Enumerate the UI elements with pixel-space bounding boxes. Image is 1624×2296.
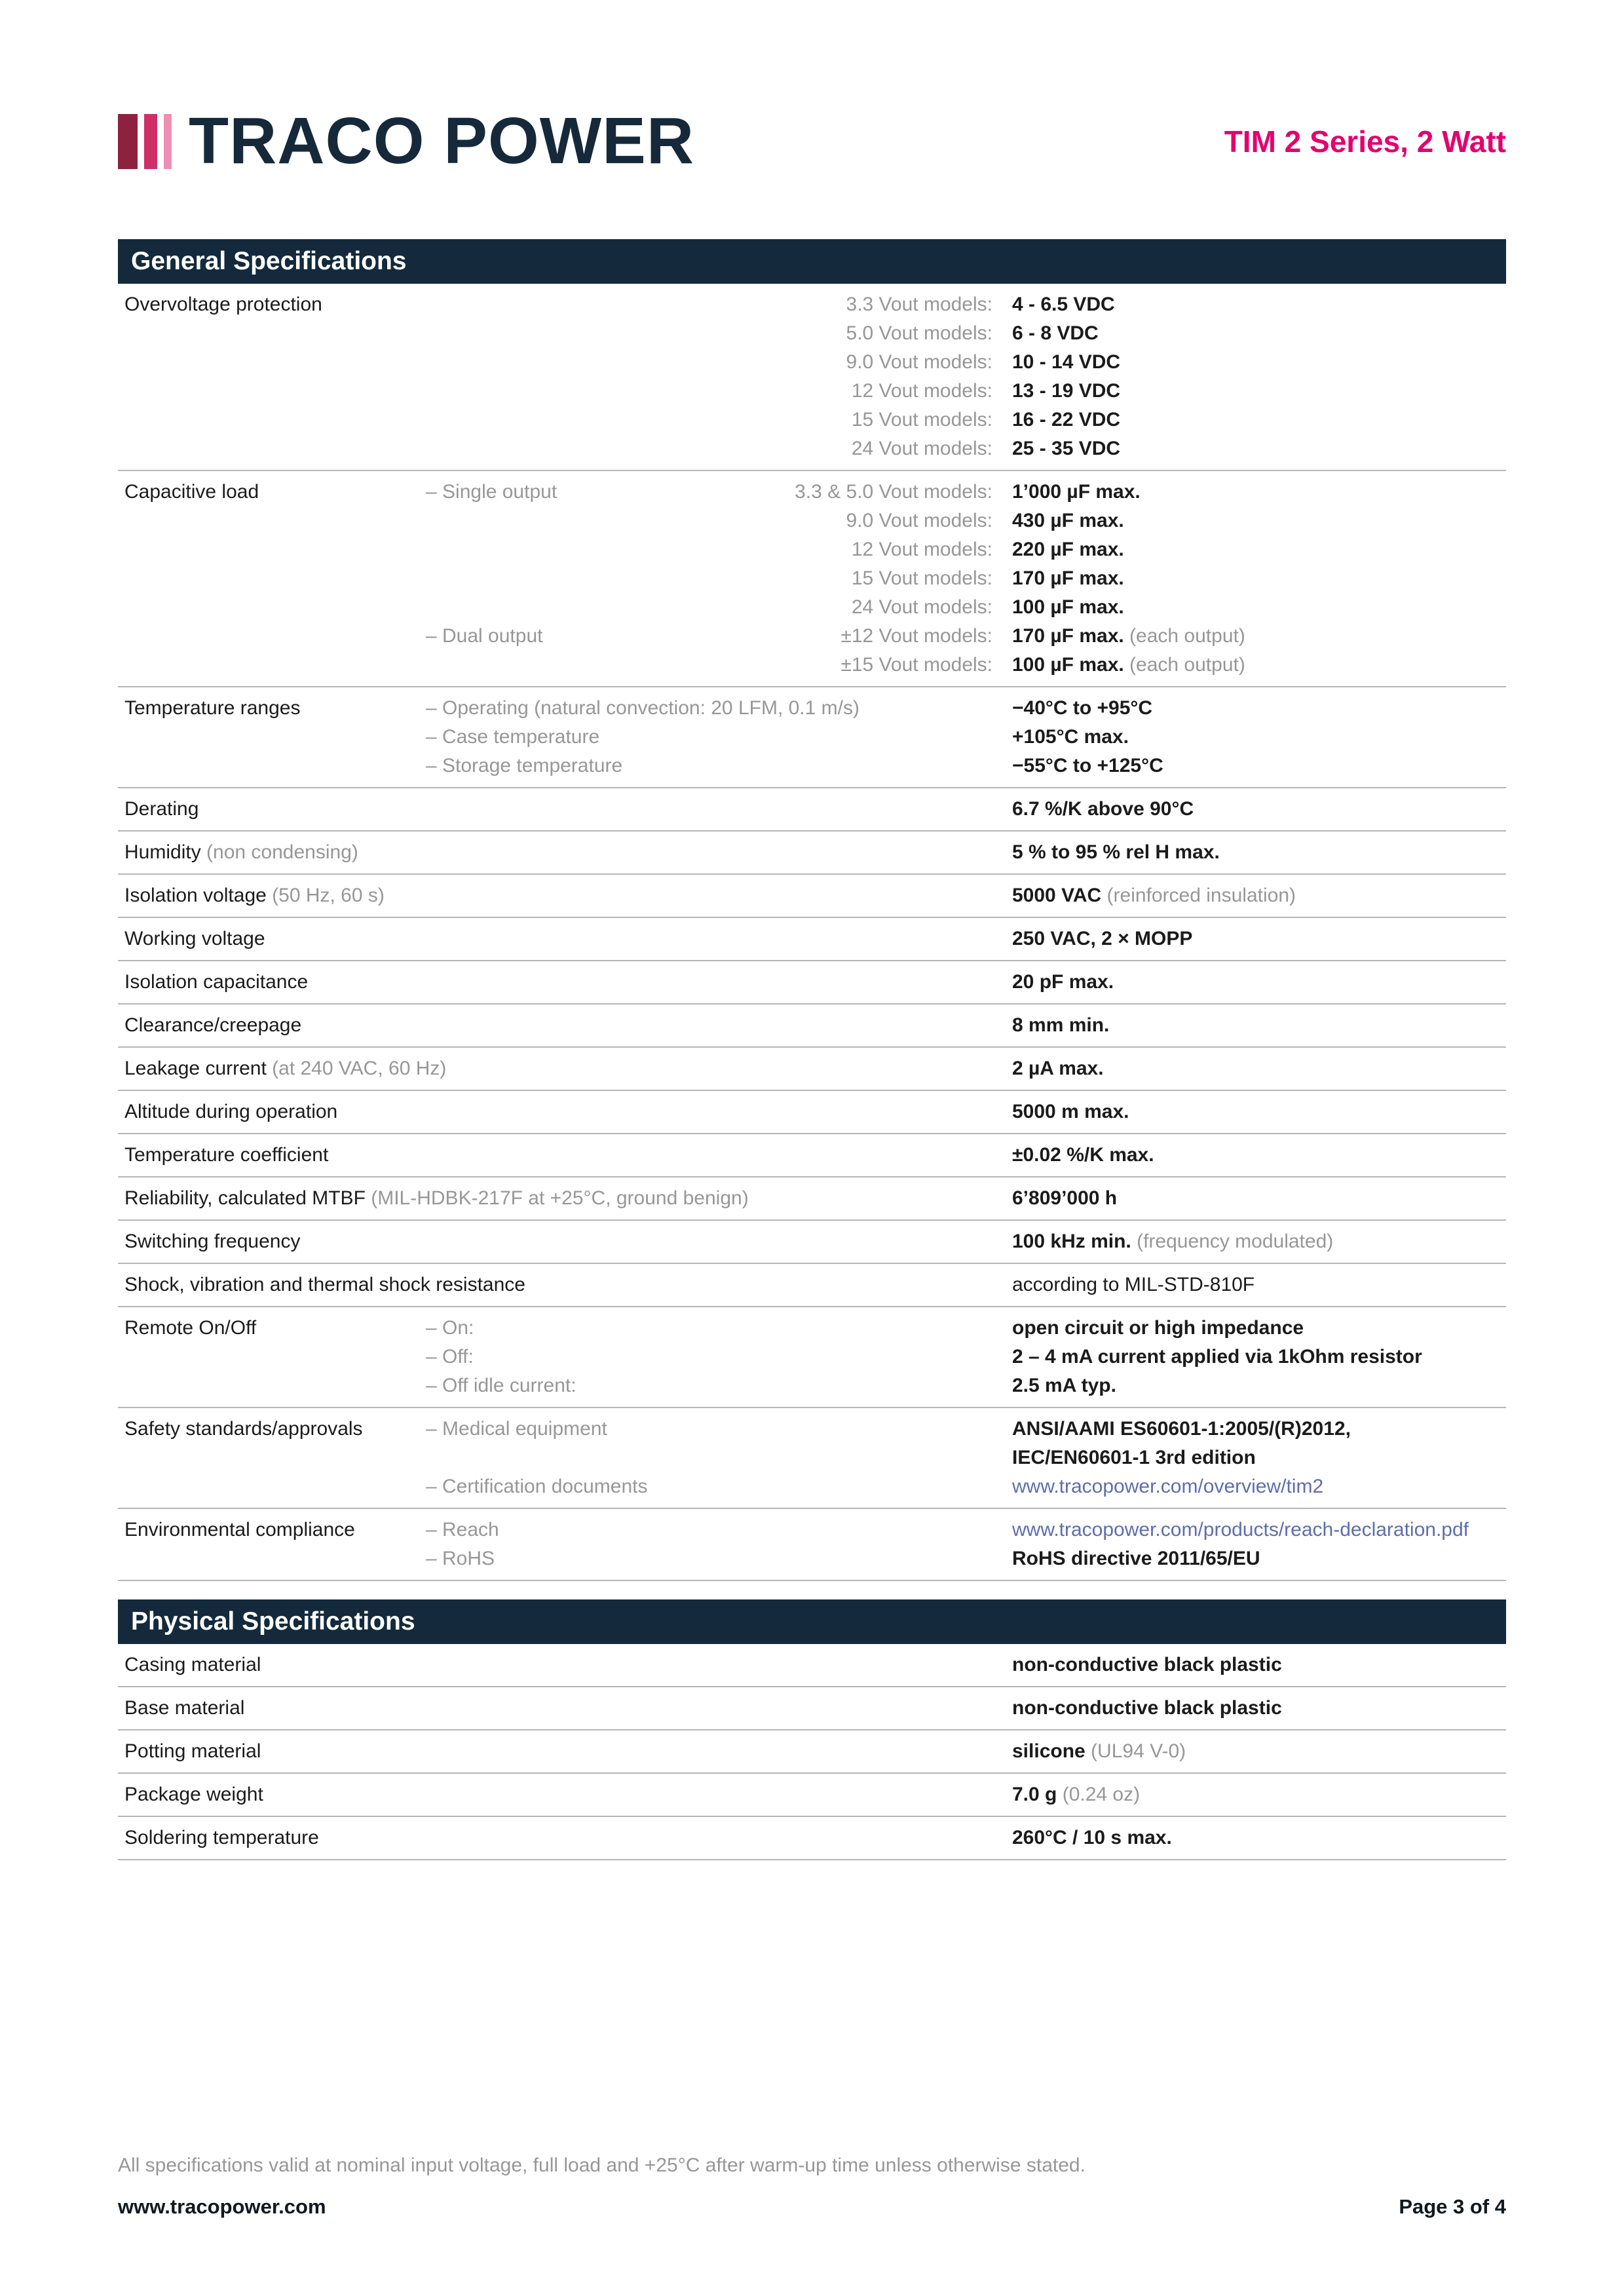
spec-value-cell <box>992 1141 1506 1170</box>
spec-value-cell <box>992 1780 1506 1809</box>
spec-line <box>426 1780 1506 1809</box>
spec-row <box>118 1177 1506 1221</box>
spec-lines <box>426 1516 1506 1573</box>
spec-line <box>426 622 1506 651</box>
spec-line <box>426 1141 1506 1170</box>
spec-value-cell <box>992 968 1506 997</box>
spec-lines <box>426 1824 1506 1852</box>
spec-value: 100 µF max. <box>1012 654 1124 676</box>
page-header <box>118 104 1506 179</box>
spec-param-label: Shock, vibration and thermal shock resistance <box>124 1274 525 1295</box>
spec-line <box>426 752 1506 780</box>
spec-subparam: – Reach <box>426 1519 499 1540</box>
spec-value: 10 - 14 VDC <box>1012 351 1121 373</box>
spec-line <box>426 535 1506 564</box>
spec-value-cell <box>992 1314 1506 1343</box>
spec-param-label: Reliability, calculated MTBF <box>124 1187 366 1209</box>
spec-value-cell <box>992 881 1506 910</box>
spec-param-name <box>118 925 426 953</box>
spec-lines <box>426 838 1506 867</box>
spec-subparam: – RoHS <box>426 1548 495 1569</box>
spec-param-label: Temperature coefficient <box>124 1144 329 1166</box>
spec-model-label: 12 Vout models: <box>851 539 992 560</box>
spec-model-label: 12 Vout models: <box>851 380 992 402</box>
spec-value: 5 % to 95 % rel H max. <box>1012 841 1220 863</box>
spec-lines <box>426 1227 1506 1256</box>
spec-value: 6’809’000 h <box>1012 1187 1118 1209</box>
spec-value: 170 µF max. <box>1012 625 1124 647</box>
spec-lines <box>426 1737 1506 1766</box>
spec-subparam: – Case temperature <box>426 726 600 748</box>
spec-row <box>118 1731 1506 1774</box>
spec-param-label: Soldering temperature <box>124 1827 319 1848</box>
spec-param-name <box>118 1227 426 1256</box>
logo-bars-icon <box>118 114 172 169</box>
spec-value-cell <box>992 1694 1506 1723</box>
spec-value: 8 mm min. <box>1012 1014 1110 1036</box>
spec-param-label: Casing material <box>124 1654 261 1675</box>
spec-value: +105°C max. <box>1012 726 1129 748</box>
spec-line <box>426 593 1506 622</box>
spec-value: silicone <box>1012 1740 1086 1762</box>
spec-row <box>118 1509 1506 1581</box>
spec-param-name <box>118 1098 426 1126</box>
spec-lines <box>426 1780 1506 1809</box>
page-footer <box>118 2154 1506 2219</box>
spec-lines <box>426 1314 1506 1400</box>
spec-lines <box>426 1271 1506 1299</box>
spec-param-label: Switching frequency <box>124 1231 301 1252</box>
spec-row <box>118 1687 1506 1731</box>
spec-model-label: 9.0 Vout models: <box>846 510 992 531</box>
spec-value-cell <box>992 290 1506 319</box>
spec-value-cell <box>992 1415 1506 1444</box>
footer-website: www.tracopower.com <box>118 2195 326 2218</box>
spec-param-label: Base material <box>124 1697 245 1719</box>
spec-param-label: Remote On/Off <box>124 1317 257 1339</box>
spec-value-cell <box>992 348 1506 377</box>
spec-row <box>118 1004 1506 1048</box>
spec-row <box>118 1264 1506 1307</box>
spec-param-label: Altitude during operation <box>124 1101 338 1122</box>
spec-value-cell <box>992 319 1506 348</box>
spec-value: ANSI/AAMI ES60601-1:2005/(R)2012, <box>1012 1418 1351 1440</box>
spec-param-label: Potting material <box>124 1740 261 1762</box>
spec-row <box>118 471 1506 687</box>
spec-line <box>426 1343 1506 1371</box>
spec-param-label: Package weight <box>124 1784 263 1805</box>
spec-value-cell <box>992 1516 1506 1544</box>
spec-value-cell <box>992 1472 1506 1501</box>
spec-lines <box>426 478 1506 679</box>
spec-param-name <box>118 1054 447 1083</box>
spec-line <box>426 1444 1506 1472</box>
spec-line <box>426 290 1506 319</box>
spec-param-label: Temperature ranges <box>124 697 301 719</box>
spec-model-label: ±12 Vout models: <box>840 625 992 647</box>
spec-param-name <box>118 1516 426 1573</box>
spec-line <box>426 1098 1506 1126</box>
spec-model-label: ±15 Vout models: <box>840 654 992 676</box>
spec-lines <box>426 1184 1506 1213</box>
spec-row <box>118 1408 1506 1509</box>
spec-lines <box>426 694 1506 780</box>
spec-value-cell <box>992 1824 1506 1852</box>
spec-lines <box>426 1054 1506 1083</box>
spec-value: 430 µF max. <box>1012 510 1124 531</box>
spec-param-name <box>118 838 426 867</box>
spec-line <box>426 1472 1506 1501</box>
spec-line <box>426 348 1506 377</box>
spec-value: 13 - 19 VDC <box>1012 380 1121 402</box>
spec-subparam: – Operating (natural convection: 20 LFM, 0.1 m/s) <box>426 697 859 719</box>
spec-param-name <box>118 1780 426 1809</box>
spec-value-cell <box>992 478 1506 507</box>
spec-value-cell <box>992 1271 1506 1299</box>
spec-row <box>118 1221 1506 1264</box>
spec-line <box>426 881 1506 910</box>
spec-line <box>426 434 1506 463</box>
spec-row <box>118 1644 1506 1687</box>
spec-model-label: 5.0 Vout models: <box>846 322 992 344</box>
spec-line <box>426 1824 1506 1852</box>
spec-line <box>426 1516 1506 1544</box>
spec-lines <box>426 290 1506 463</box>
spec-value: −55°C to +125°C <box>1012 755 1163 776</box>
spec-value: 250 VAC, 2 × MOPP <box>1012 928 1193 949</box>
spec-param-label: Clearance/creepage <box>124 1014 302 1036</box>
spec-line <box>426 478 1506 507</box>
spec-row <box>118 788 1506 832</box>
spec-param-name <box>118 1184 749 1213</box>
series-title: TIM 2 Series, 2 Watt <box>1224 124 1506 159</box>
spec-value-cell <box>992 377 1506 406</box>
spec-param-name <box>118 1271 525 1299</box>
spec-model-label: 3.3 Vout models: <box>846 294 992 315</box>
spec-line <box>426 651 1506 679</box>
spec-line <box>426 1184 1506 1213</box>
spec-value: 6 - 8 VDC <box>1012 322 1099 344</box>
spec-value: 20 pF max. <box>1012 971 1114 993</box>
spec-param-name <box>118 694 426 780</box>
spec-line <box>426 1544 1506 1573</box>
spec-value-cell <box>992 723 1506 752</box>
spec-value: non-conductive black plastic <box>1012 1654 1282 1675</box>
spec-subparam: – Off: <box>426 1346 474 1368</box>
spec-row <box>118 1134 1506 1177</box>
spec-lines <box>426 925 1506 953</box>
spec-value-cell <box>992 535 1506 564</box>
spec-value: 4 - 6.5 VDC <box>1012 294 1115 315</box>
spec-row <box>118 1774 1506 1817</box>
spec-value: ±0.02 %/K max. <box>1012 1144 1154 1166</box>
spec-row <box>118 1817 1506 1860</box>
spec-line <box>426 1314 1506 1343</box>
spec-value-cell <box>992 564 1506 593</box>
spec-lines <box>426 1415 1506 1501</box>
spec-value-cell <box>992 1444 1506 1472</box>
spec-model-label: 15 Vout models: <box>851 567 992 589</box>
section-header: Physical Specifications <box>118 1599 1506 1644</box>
logo-bar-light <box>164 114 172 169</box>
spec-param-label: Capacitive load <box>124 481 259 503</box>
page-content <box>118 0 1506 1860</box>
section-header: General Specifications <box>118 239 1506 284</box>
spec-param-name <box>118 1824 426 1852</box>
spec-value: IEC/EN60601-1 3rd edition <box>1012 1447 1256 1468</box>
spec-lines <box>426 1098 1506 1126</box>
spec-param-name <box>118 478 426 679</box>
spec-line <box>426 723 1506 752</box>
spec-param-label: Humidity <box>124 841 201 863</box>
spec-value: 2 µA max. <box>1012 1058 1104 1079</box>
spec-lines <box>426 968 1506 997</box>
spec-value-cell <box>992 1371 1506 1400</box>
spec-model-label: 24 Vout models: <box>851 596 992 618</box>
spec-row <box>118 284 1506 471</box>
spec-param-name <box>118 1314 426 1400</box>
spec-value: RoHS directive 2011/65/EU <box>1012 1548 1260 1569</box>
brand-name: TRACO POWER <box>189 104 695 178</box>
spec-param-name <box>118 1737 426 1766</box>
spec-param-name <box>118 1651 426 1679</box>
spec-value-cell <box>992 1651 1506 1679</box>
spec-value: 170 µF max. <box>1012 567 1124 589</box>
spec-param-label: Derating <box>124 798 199 820</box>
spec-subparam: – On: <box>426 1317 474 1339</box>
spec-value: 220 µF max. <box>1012 539 1124 560</box>
footer-page-number: Page 3 of 4 <box>1399 2195 1506 2218</box>
spec-value: 100 kHz min. <box>1012 1231 1131 1252</box>
spec-value: −40°C to +95°C <box>1012 697 1153 719</box>
spec-param-name <box>118 1011 426 1040</box>
spec-value: 2.5 mA typ. <box>1012 1375 1116 1396</box>
spec-value: 25 - 35 VDC <box>1012 438 1121 459</box>
spec-param-label: Safety standards/approvals <box>124 1418 363 1440</box>
spec-value-cell <box>992 1184 1506 1213</box>
spec-param-note: (50 Hz, 60 s) <box>266 885 385 906</box>
spec-value-cell <box>992 651 1506 679</box>
spec-subparam: – Dual output <box>426 625 543 647</box>
spec-lines <box>426 1141 1506 1170</box>
spec-value: 5000 VAC <box>1012 885 1102 906</box>
spec-param-label: Environmental compliance <box>124 1519 355 1540</box>
spec-value: 2 – 4 mA current applied via 1kOhm resistor <box>1012 1346 1422 1368</box>
spec-model-label: 9.0 Vout models: <box>846 351 992 373</box>
spec-link[interactable]: www.tracopower.com/overview/tim2 <box>1012 1476 1324 1497</box>
spec-param-label: Isolation voltage <box>124 885 267 906</box>
spec-subparam: – Off idle current: <box>426 1375 576 1396</box>
spec-value-cell <box>992 1098 1506 1126</box>
spec-line <box>426 1651 1506 1679</box>
spec-lines <box>426 1651 1506 1679</box>
spec-line <box>426 319 1506 348</box>
spec-value-note: (UL94 V-0) <box>1085 1740 1186 1762</box>
spec-param-name <box>118 881 426 910</box>
spec-value-cell <box>992 795 1506 824</box>
spec-param-label: Isolation capacitance <box>124 971 309 993</box>
spec-model-label: 3.3 & 5.0 Vout models: <box>795 481 992 503</box>
spec-value-cell <box>992 434 1506 463</box>
spec-value: 260°C / 10 s max. <box>1012 1827 1172 1848</box>
spec-value: 5000 m max. <box>1012 1101 1129 1122</box>
logo-bar-dark <box>118 114 138 169</box>
spec-value: 1’000 µF max. <box>1012 481 1141 503</box>
spec-param-label: Leakage current <box>124 1058 267 1079</box>
spec-line <box>426 377 1506 406</box>
spec-value: 6.7 %/K above 90°C <box>1012 798 1194 820</box>
spec-row <box>118 961 1506 1004</box>
footer-row <box>118 2195 1506 2219</box>
spec-param-label: Overvoltage protection <box>124 294 322 315</box>
spec-value: open circuit or high impedance <box>1012 1317 1304 1339</box>
spec-subparam: – Single output <box>426 481 557 503</box>
traco-power-logo <box>118 104 694 179</box>
spec-value-cell <box>992 622 1506 651</box>
spec-value-note: (each output) <box>1124 625 1245 647</box>
spec-subparam: – Certification documents <box>426 1476 648 1497</box>
spec-line <box>426 1054 1506 1083</box>
spec-line <box>426 1371 1506 1400</box>
spec-lines <box>426 1694 1506 1723</box>
spec-line <box>426 406 1506 434</box>
spec-subparam: – Medical equipment <box>426 1418 607 1440</box>
spec-row <box>118 832 1506 875</box>
spec-param-name <box>118 290 426 463</box>
spec-line <box>426 1737 1506 1766</box>
spec-row <box>118 1307 1506 1408</box>
spec-value: 16 - 22 VDC <box>1012 409 1121 430</box>
spec-model-label: 15 Vout models: <box>851 409 992 430</box>
spec-param-name <box>118 1415 426 1501</box>
spec-param-label: Working voltage <box>124 928 265 949</box>
spec-value-cell <box>992 1343 1506 1371</box>
spec-lines <box>426 1011 1506 1040</box>
spec-line <box>426 795 1506 824</box>
spec-param-name <box>118 968 426 997</box>
spec-line <box>426 968 1506 997</box>
spec-line <box>426 1415 1506 1444</box>
spec-value-cell <box>992 694 1506 723</box>
spec-value: 7.0 g <box>1012 1784 1057 1805</box>
spec-line <box>426 1011 1506 1040</box>
spec-value-cell <box>992 1227 1506 1256</box>
spec-value-note: (frequency modulated) <box>1131 1231 1334 1252</box>
spec-sections <box>118 239 1506 1860</box>
spec-value-cell <box>992 752 1506 780</box>
spec-value: according to MIL-STD-810F <box>1012 1274 1255 1295</box>
spec-value-note: (reinforced insulation) <box>1101 885 1296 906</box>
spec-model-label: 24 Vout models: <box>851 438 992 459</box>
spec-row <box>118 1091 1506 1134</box>
spec-line <box>426 1227 1506 1256</box>
spec-value-cell <box>992 1737 1506 1766</box>
spec-value-cell <box>992 593 1506 622</box>
spec-row <box>118 687 1506 788</box>
spec-value-cell <box>992 1054 1506 1083</box>
spec-line <box>426 694 1506 723</box>
spec-link[interactable]: www.tracopower.com/products/reach-declaration.pdf <box>1012 1519 1469 1540</box>
footer-note: All specifications valid at nominal input voltage, full load and +25°C after warm-up time unless otherwise stated. <box>118 2154 1086 2176</box>
spec-value-note: (each output) <box>1124 654 1245 676</box>
spec-param-note: (MIL-HDBK-217F at +25°C, ground benign) <box>365 1187 749 1209</box>
spec-row <box>118 1048 1506 1091</box>
spec-value-cell <box>992 925 1506 953</box>
spec-value-cell <box>992 507 1506 535</box>
spec-row <box>118 875 1506 918</box>
spec-line <box>426 564 1506 593</box>
spec-subparam: – Storage temperature <box>426 755 623 776</box>
spec-value-cell <box>992 406 1506 434</box>
spec-value: 100 µF max. <box>1012 596 1124 618</box>
spec-row <box>118 918 1506 961</box>
spec-value-note: (0.24 oz) <box>1057 1784 1141 1805</box>
spec-line <box>426 925 1506 953</box>
spec-line <box>426 1694 1506 1723</box>
spec-value-cell <box>992 838 1506 867</box>
spec-value-cell <box>992 1011 1506 1040</box>
spec-lines <box>426 881 1506 910</box>
spec-line <box>426 1271 1506 1299</box>
spec-param-note: (at 240 VAC, 60 Hz) <box>266 1058 447 1079</box>
spec-line <box>426 507 1506 535</box>
spec-param-name <box>118 795 426 824</box>
spec-lines <box>426 795 1506 824</box>
spec-param-name <box>118 1141 426 1170</box>
logo-bar-mid <box>144 114 157 169</box>
spec-value: non-conductive black plastic <box>1012 1697 1282 1719</box>
spec-param-note: (non condensing) <box>200 841 358 863</box>
spec-param-name <box>118 1694 426 1723</box>
spec-value-cell <box>992 1544 1506 1573</box>
spec-line <box>426 838 1506 867</box>
